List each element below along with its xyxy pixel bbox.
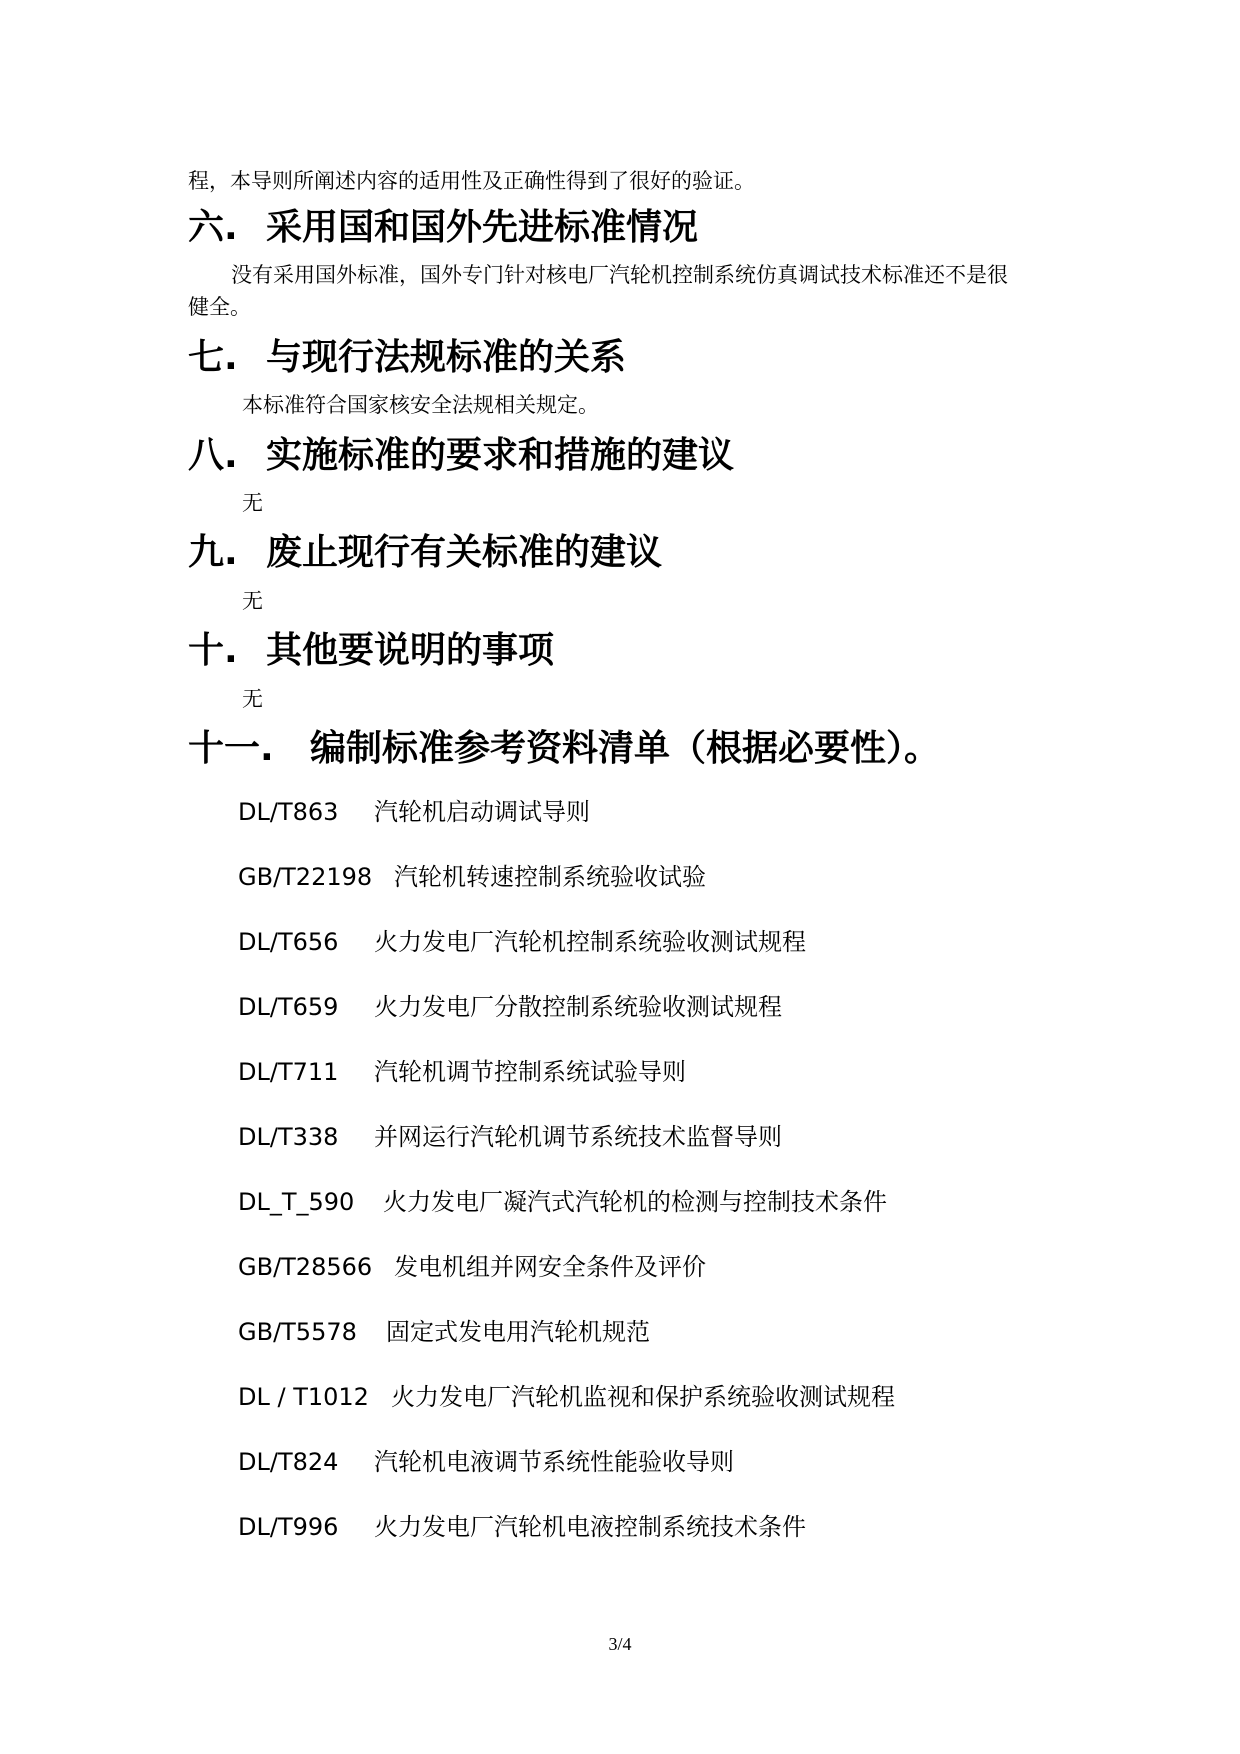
reference-title: 火力发电厂汽轮机控制系统验收测试规程 (374, 928, 806, 956)
reference-title: 汽轮机转速控制系统验收试验 (394, 863, 706, 891)
section-6-body-line1: 没有采用国外标准，国外专门针对核电厂汽轮机控制系统仿真调试技术标准还不是很 (231, 263, 1008, 287)
reference-item (238, 1251, 706, 1283)
section-title: 废止现行有关标准的建议 (266, 532, 663, 573)
section-heading-8 (188, 434, 734, 478)
section-heading-9 (188, 531, 662, 575)
section-8-body: 无 (242, 491, 263, 515)
section-heading-6 (188, 206, 698, 250)
section-9-body: 无 (242, 589, 263, 613)
reference-item (238, 1056, 686, 1088)
reference-code: DL/T656 (238, 928, 339, 956)
reference-code: DL/T996 (238, 1513, 339, 1541)
reference-code: DL_T_590 (238, 1188, 355, 1216)
reference-code: DL / T1012 (238, 1383, 369, 1411)
reference-item (238, 861, 706, 893)
section-title: 其他要说明的事项 (266, 630, 555, 671)
page-number: 3/4 (608, 1634, 632, 1654)
reference-code: DL/T338 (238, 1123, 339, 1151)
reference-item (238, 926, 806, 958)
section-number: 八. (188, 435, 238, 476)
section-title: 实施标准的要求和措施的建议 (266, 435, 735, 476)
reference-title: 并网运行汽轮机调节系统技术监督导则 (374, 1123, 782, 1151)
section-10-body: 无 (242, 687, 263, 711)
reference-title: 汽轮机电液调节系统性能验收导则 (374, 1448, 734, 1476)
section-number: 六. (188, 207, 238, 248)
reference-item (238, 1316, 650, 1348)
section-title: 编制标准参考资料清单（根据必要性）。 (310, 728, 941, 769)
reference-title: 汽轮机启动调试导则 (374, 798, 590, 826)
section-heading-7 (188, 336, 626, 380)
reference-title: 火力发电厂汽轮机监视和保护系统验收测试规程 (391, 1383, 895, 1411)
reference-title: 火力发电厂汽轮机电液控制系统技术条件 (374, 1513, 806, 1541)
section-number: 十一. (188, 728, 274, 769)
section-number: 七. (188, 337, 238, 378)
reference-code: GB/T22198 (238, 863, 373, 891)
reference-item (238, 1511, 806, 1543)
reference-title: 固定式发电用汽轮机规范 (386, 1318, 650, 1346)
reference-code: GB/T28566 (238, 1253, 373, 1281)
section-heading-11 (188, 727, 940, 771)
reference-code: DL/T711 (238, 1058, 339, 1086)
reference-item (238, 1446, 734, 1478)
section-number: 九. (188, 532, 238, 573)
reference-title: 发电机组并网安全条件及评价 (394, 1253, 706, 1281)
section-number: 十. (188, 630, 238, 671)
section-7-body: 本标准符合国家核安全法规相关规定。 (242, 393, 599, 417)
section-title: 采用国和国外先进标准情况 (266, 207, 699, 248)
reference-item (238, 991, 782, 1023)
reference-item (238, 796, 590, 828)
reference-title: 火力发电厂分散控制系统验收测试规程 (374, 993, 782, 1021)
section-title: 与现行法规标准的关系 (266, 337, 627, 378)
reference-item (238, 1186, 887, 1218)
section-6-body-line2: 健全。 (188, 295, 251, 319)
reference-item (238, 1121, 782, 1153)
reference-code: DL/T659 (238, 993, 339, 1021)
reference-code: DL/T863 (238, 798, 339, 826)
reference-code: GB/T5578 (238, 1318, 357, 1346)
reference-title: 火力发电厂凝汽式汽轮机的检测与控制技术条件 (383, 1188, 887, 1216)
section-heading-10 (188, 629, 554, 673)
reference-title: 汽轮机调节控制系统试验导则 (374, 1058, 686, 1086)
reference-code: DL/T824 (238, 1448, 339, 1476)
reference-item (238, 1381, 895, 1413)
intro-paragraph: 程，本导则所阐述内容的适用性及正确性得到了很好的验证。 (188, 169, 755, 193)
